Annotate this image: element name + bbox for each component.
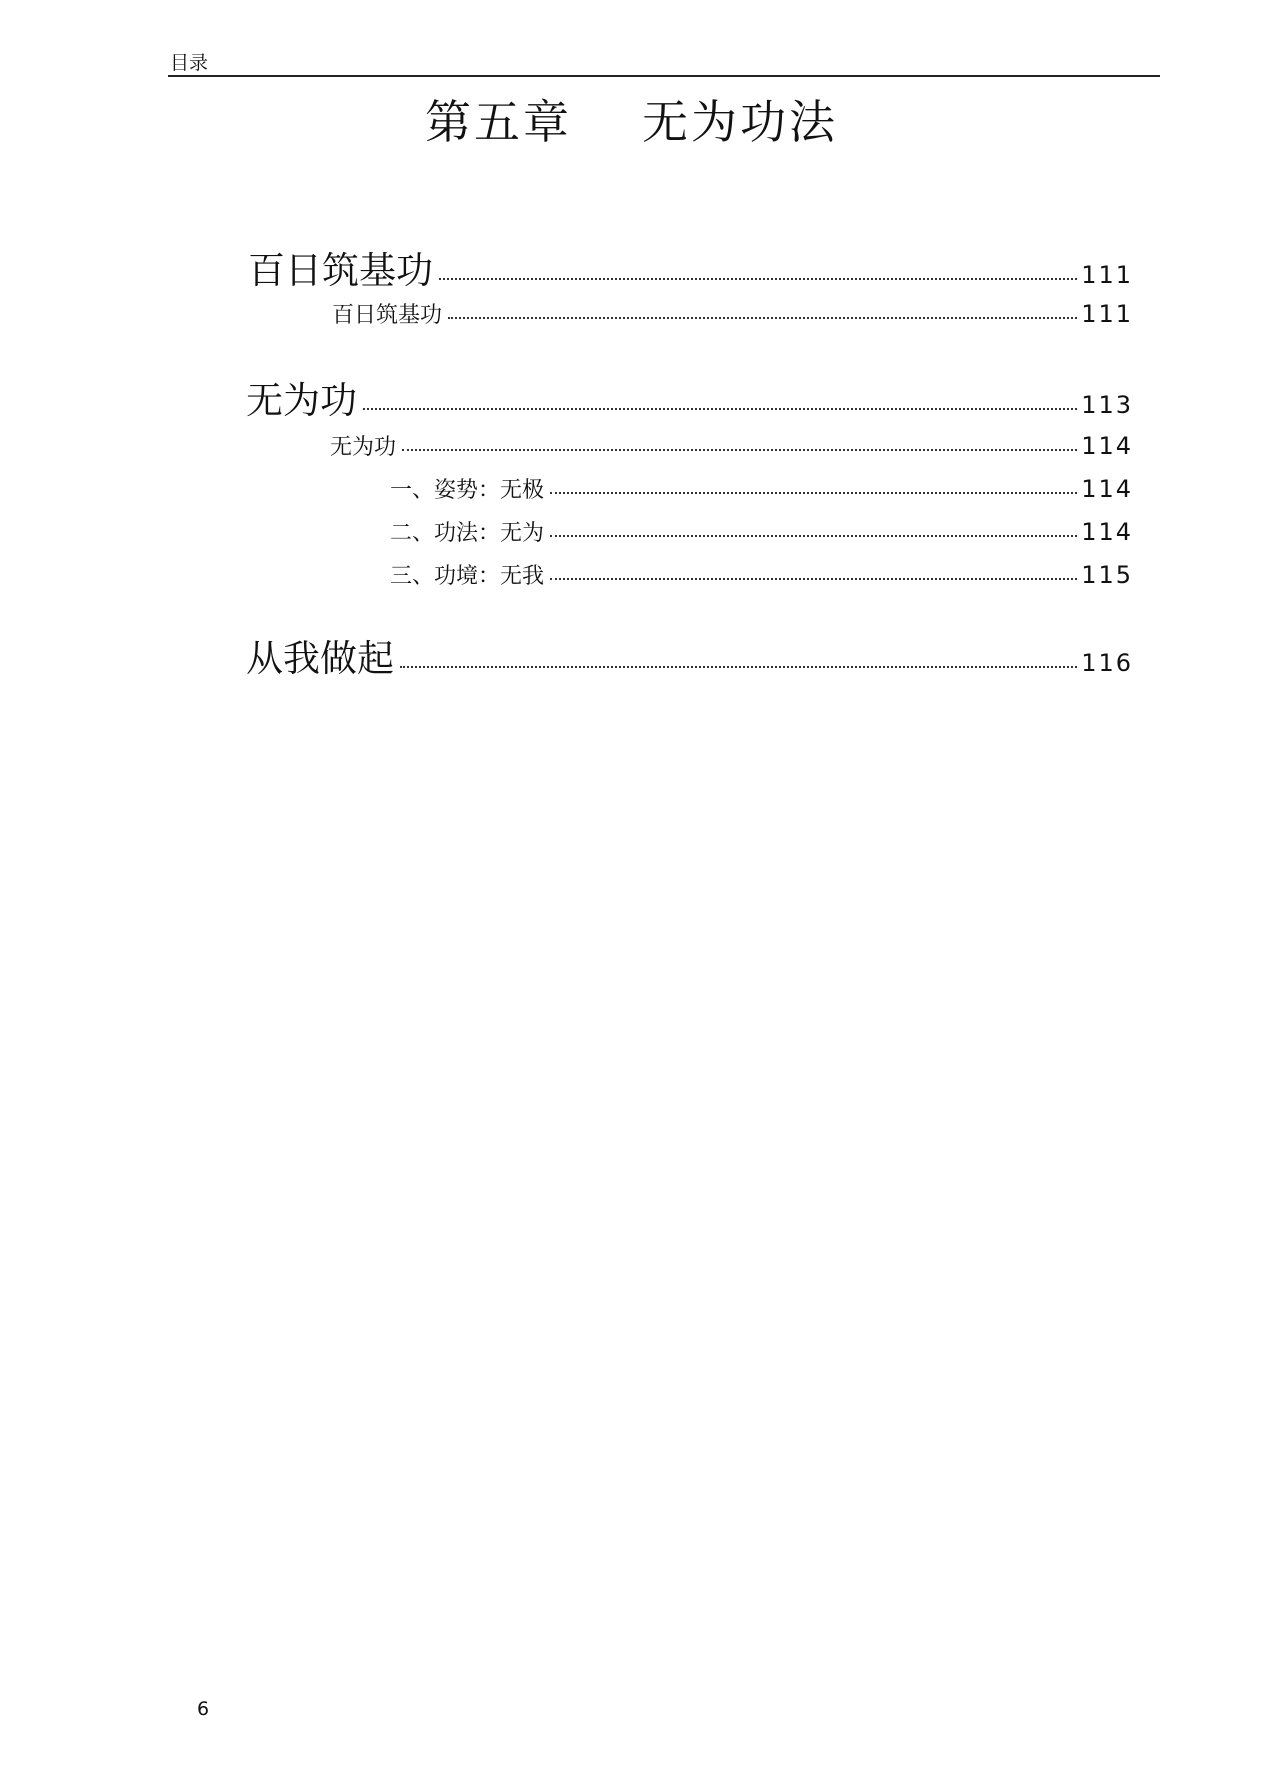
dot-leader <box>448 317 1077 319</box>
toc-entry-posture[interactable] <box>390 473 1133 504</box>
toc-label: 百日筑基功 <box>248 249 433 292</box>
dot-leader <box>550 578 1077 580</box>
chapter-title <box>0 92 1263 152</box>
running-header: 目录 <box>170 52 209 74</box>
toc-entry-state[interactable] <box>390 559 1133 590</box>
toc-label: 三、功境：无我 <box>390 564 545 589</box>
toc-entry-wuwei-sub[interactable] <box>330 430 1133 461</box>
toc-label: 无为功 <box>246 379 357 422</box>
toc-label: 一、姿势：无极 <box>390 478 545 503</box>
toc-page: 114 <box>1081 475 1133 503</box>
toc-entry-bairi-section[interactable] <box>248 240 1133 294</box>
header-rule <box>168 75 1160 77</box>
toc-label: 从我做起 <box>246 637 394 680</box>
dot-leader <box>439 278 1077 280</box>
dot-leader <box>550 535 1077 537</box>
dot-leader <box>400 666 1077 668</box>
chapter-name: 无为功法 <box>642 95 838 149</box>
dot-leader <box>402 449 1077 451</box>
toc-page: 114 <box>1081 518 1133 546</box>
toc-label: 无为功 <box>330 435 397 460</box>
toc-page: 116 <box>1081 649 1133 677</box>
toc-page: 114 <box>1081 432 1133 460</box>
toc-label: 百日筑基功 <box>332 303 443 328</box>
toc-page: 111 <box>1081 300 1133 328</box>
toc-entry-bairi-sub[interactable] <box>332 298 1133 329</box>
toc-entry-method[interactable] <box>390 516 1133 547</box>
toc-entry-wuwei-section[interactable] <box>246 370 1133 424</box>
toc-page: 111 <box>1081 261 1133 289</box>
toc-entry-start-from-me[interactable] <box>246 628 1133 682</box>
dot-leader <box>550 492 1077 494</box>
page-number: 6 <box>197 1698 210 1720</box>
toc-label: 二、功法：无为 <box>390 521 545 546</box>
dot-leader <box>363 408 1077 410</box>
toc-page: 115 <box>1081 561 1133 589</box>
chapter-number: 第五章 <box>425 95 572 149</box>
toc-page: 113 <box>1081 391 1133 419</box>
